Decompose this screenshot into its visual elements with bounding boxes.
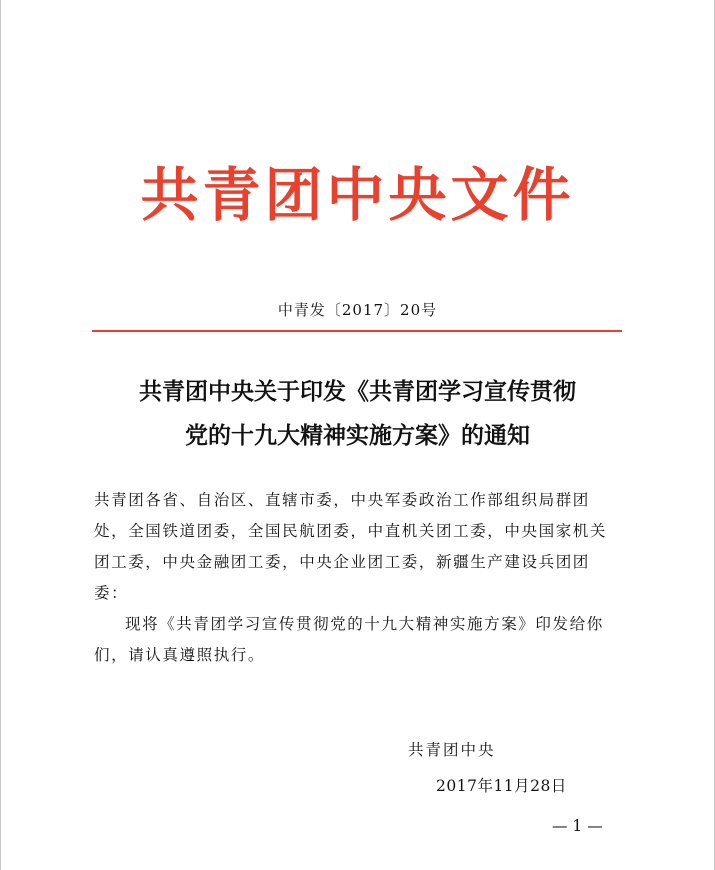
page-number: — 1 — <box>552 817 603 835</box>
body-paragraph: 现将《共青团学习宣传贯彻党的十九大精神实施方案》印发给你们，请认真遵照执行。 <box>94 615 604 664</box>
issue-date: 2017年11月28日 <box>436 777 567 795</box>
document-body <box>94 485 624 671</box>
document-title-line-1: 共青团中央关于印发《共青团学习宣传贯彻 <box>139 378 576 405</box>
document-title-line-2: 党的十九大精神实施方案》的通知 <box>185 422 530 449</box>
page-border-left <box>0 0 1 870</box>
document-number: 中青发〔2017〕20号 <box>277 301 438 319</box>
document-title <box>60 370 655 458</box>
document-masthead: 共青团中央文件 <box>140 161 575 229</box>
addressee-paragraph: 共青团各省、自治区、直辖市委，中央军委政治工作部组织局群团处，全国铁道团委，全国民航团委，中直机关团工委，中央国家机关团工委，中央金融团工委，中央企业团工委，新疆生产建设兵团团委： <box>94 491 608 602</box>
signer-name: 共青团中央 <box>408 741 496 759</box>
red-separator-line <box>92 330 622 332</box>
